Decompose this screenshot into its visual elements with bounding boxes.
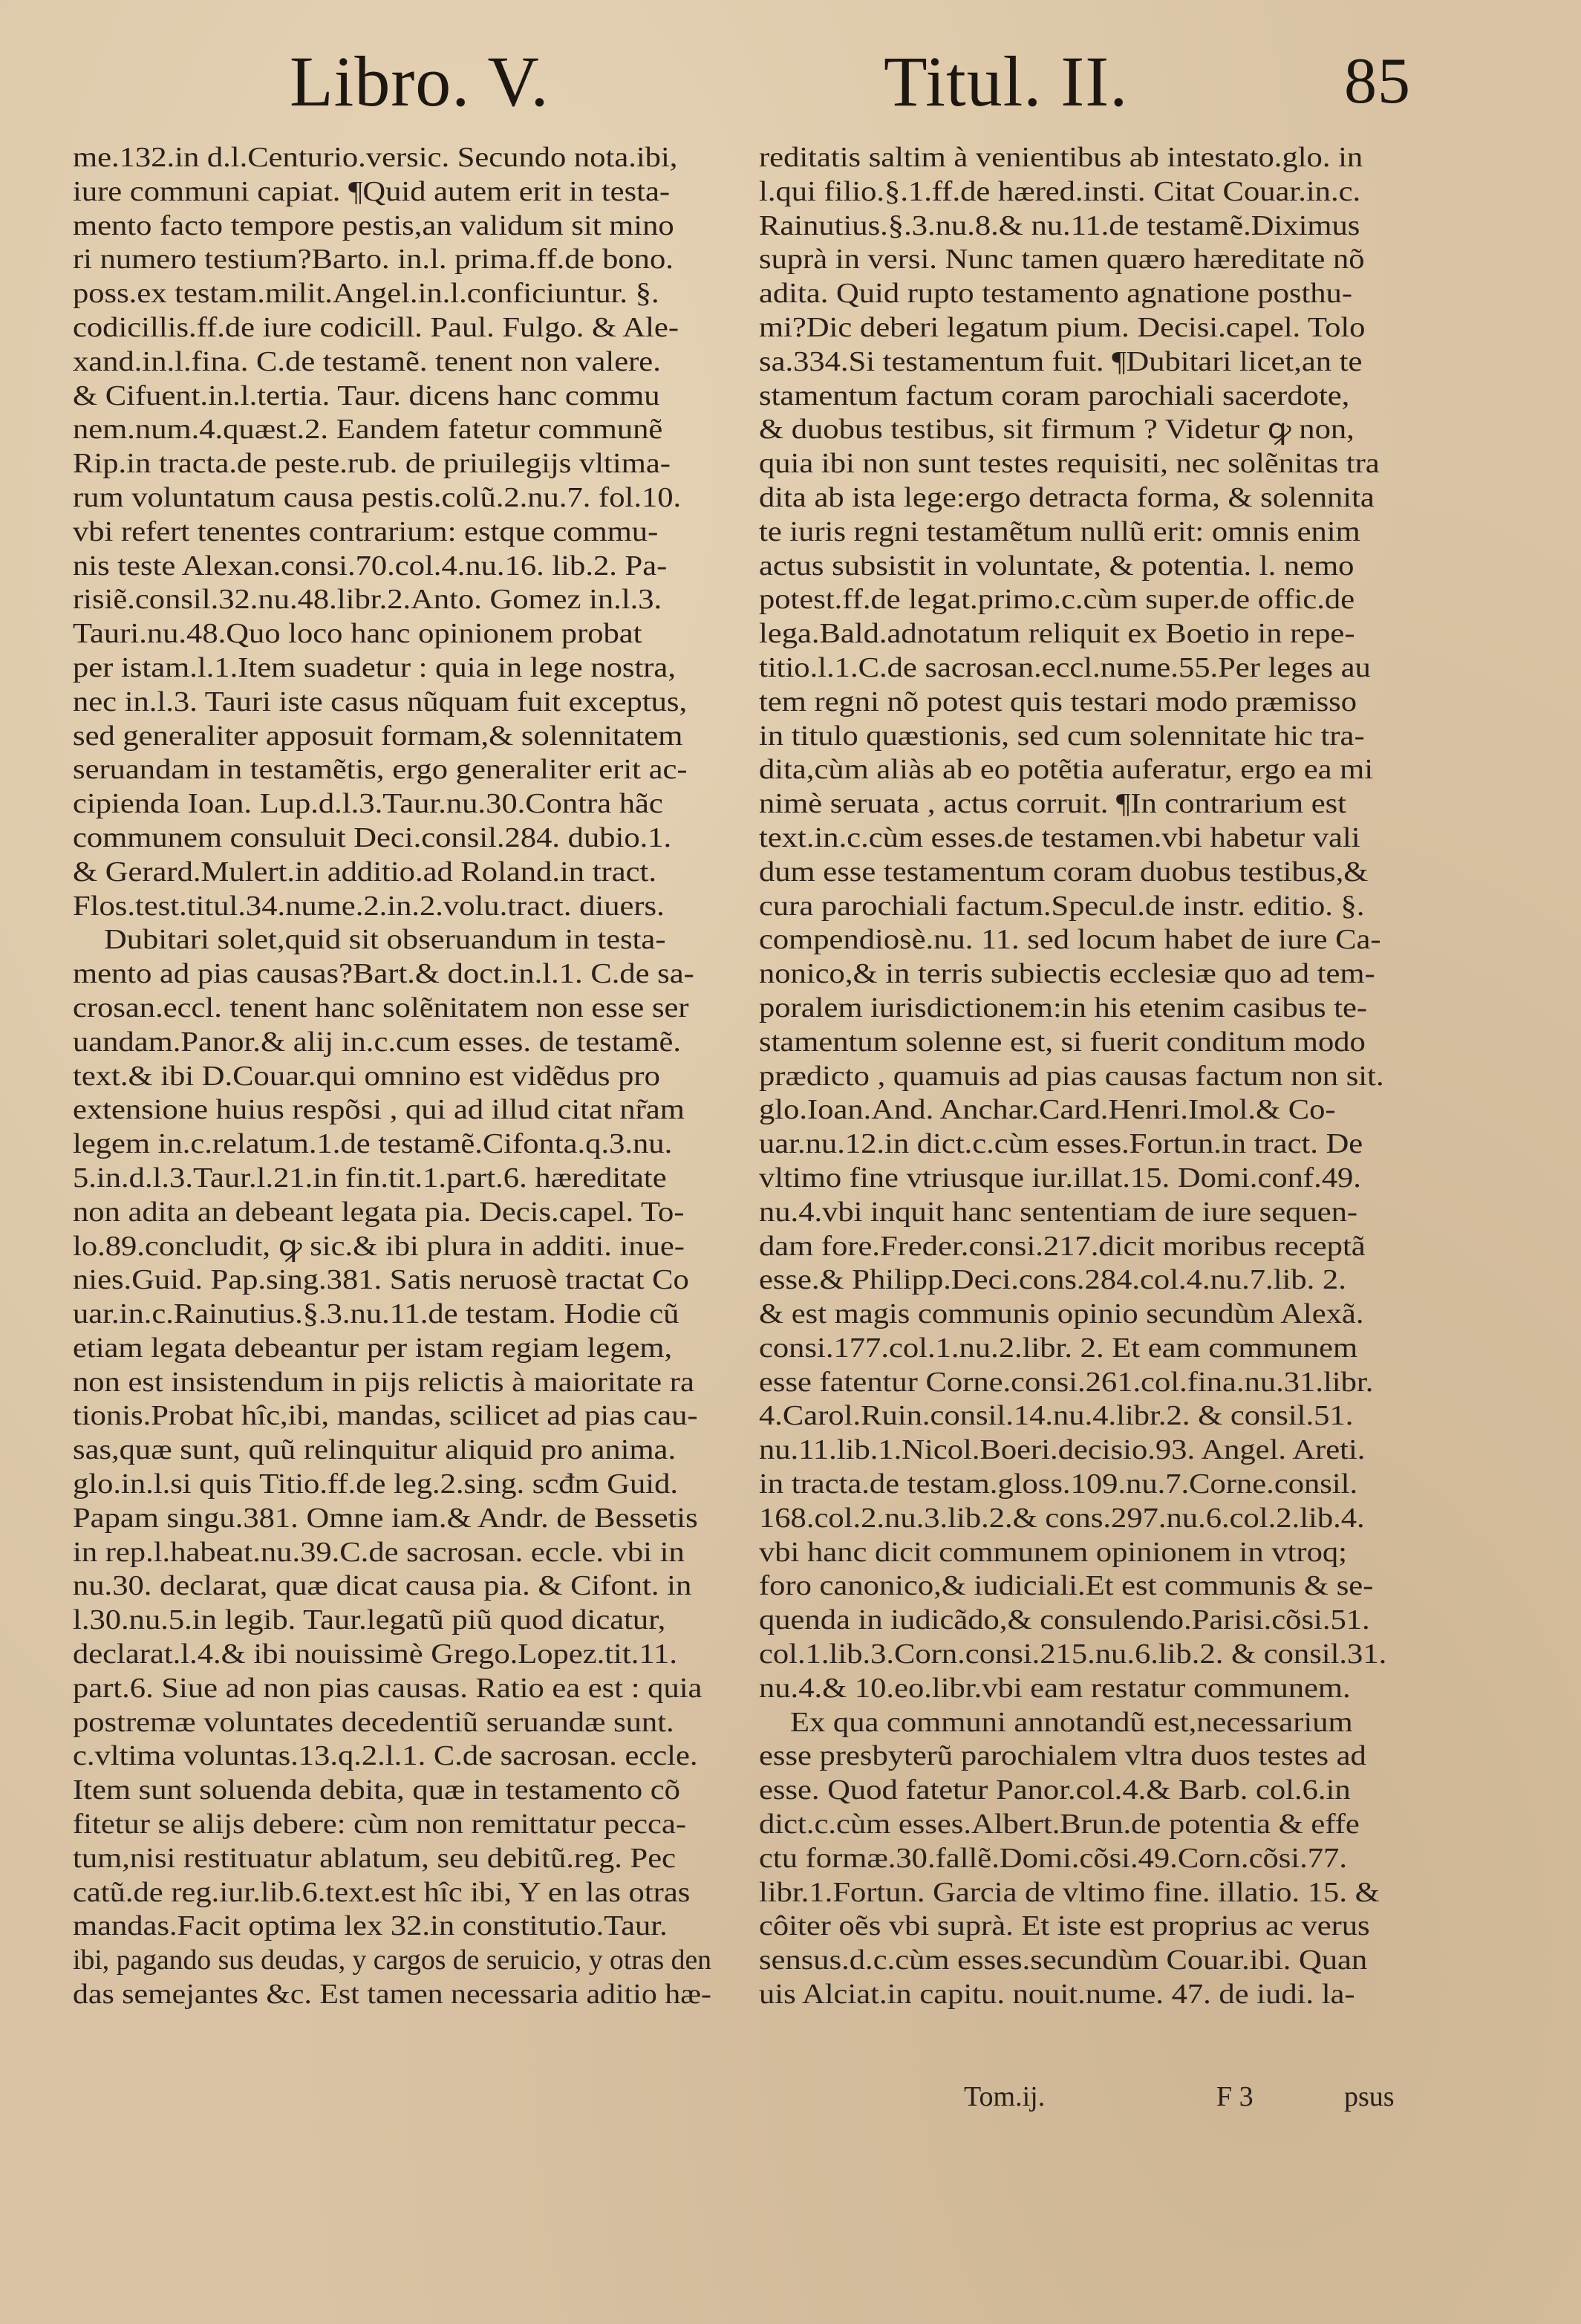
text-line: dum esse testamentum coram duobus testibus,& xyxy=(759,856,1369,888)
text-line: reditatis saltim à venientibus ab intestato.glo. in xyxy=(759,142,1363,173)
text-line: me.132.in d.l.Centurio.versic. Secundo nota.ibi, xyxy=(73,142,678,173)
text-line: libr.1.Fortun. Garcia de vltimo fine. illatio. 15. & xyxy=(759,1876,1380,1908)
text-line: legem in.c.relatum.1.de testamẽ.Cifonta.q.3.nu. xyxy=(73,1128,673,1160)
text-line: te iuris regni testamẽtum nullũ erit: omnis enim xyxy=(759,515,1360,547)
text-line: cura parochiali factum.Specul.de instr. editio. §. xyxy=(759,890,1365,922)
text-line: nu.30. declarat, quæ dicat causa pia. & Cifont. in xyxy=(73,1570,692,1602)
text-line: potest.ff.de legat.primo.c.cùm super.de offic.de xyxy=(759,584,1355,616)
text-line: communem consuluit Deci.consil.284. dubio.1. xyxy=(73,821,672,853)
page-number: 85 xyxy=(1344,45,1411,117)
text-line: postremæ voluntates decedentiũ seruandæ sunt. xyxy=(73,1706,674,1738)
text-line: ibi, pagando sus deudas, y cargos de seruicio, y otras den xyxy=(73,1944,711,1976)
left-text-column xyxy=(73,141,711,2012)
text-line: text.in.c.cùm esses.de testamen.vbi habetur vali xyxy=(759,821,1360,853)
text-line: esse presbyterũ parochialem vltra duos testes ad xyxy=(759,1740,1366,1772)
text-line: part.6. Siue ad non pias causas. Ratio ea est : quia xyxy=(73,1672,703,1704)
text-line: tionis.Probat hîc,ibi, mandas, scilicet ad pias cau- xyxy=(73,1400,698,1432)
text-line: mi?Dic deberi legatum pium. Decisi.capel. Tolo xyxy=(759,311,1366,343)
text-line: sa.334.Si testamentum fuit. ¶Dubitari licet,an te xyxy=(759,345,1363,377)
text-line: seruandam in testamẽtis, ergo generaliter erit ac- xyxy=(73,754,688,786)
text-line: uar.nu.12.in dict.c.cùm esses.Fortun.in tract. De xyxy=(759,1128,1363,1160)
text-line: Rainutius.§.3.nu.8.& nu.11.de testamẽ.Diximus xyxy=(759,209,1360,241)
text-line: catũ.de reg.iur.lib.6.text.est hîc ibi, Y en las otras xyxy=(73,1876,691,1908)
text-line: & Cifuent.in.l.tertia. Taur. dicens hanc commu xyxy=(73,380,660,411)
text-line: crosan.eccl. tenent hanc solẽnitatem non esse ser xyxy=(73,992,689,1023)
text-line: nimè seruata , actus corruit. ¶In contrarium est xyxy=(759,788,1346,820)
text-line: poralem iurisdictionem:in his etenim casibus te- xyxy=(759,992,1368,1023)
text-line: mento ad pias causas?Bart.& doct.in.l.1. C.de sa- xyxy=(73,958,694,990)
text-line: sensus.d.c.cùm esses.secundùm Couar.ibi. Quan xyxy=(759,1944,1368,1976)
text-line: Rip.in tracta.de peste.rub. de priuilegijs vltima- xyxy=(73,448,671,480)
text-line: iure communi capiat. ¶Quid autem erit in testa- xyxy=(73,175,671,207)
text-line: titio.l.1.C.de sacrosan.eccl.nume.55.Per leges au xyxy=(759,651,1371,683)
text-line: col.1.lib.3.Corn.consi.215.nu.6.lib.2. & consil.31. xyxy=(759,1638,1387,1670)
text-line: non est insistendum in pijs relictis à maioritate ra xyxy=(73,1366,694,1398)
text-line: glo.in.l.si quis Titio.ff.de leg.2.sing. scđm Guid. xyxy=(73,1468,679,1500)
text-line: compendiosè.nu. 11. sed locum habet de iure Ca- xyxy=(759,924,1381,956)
text-line: l.qui filio.§.1.ff.de hæred.insti. Citat Couar.in.c. xyxy=(759,175,1361,207)
text-line: tem regni nõ potest quis testari modo præmisso xyxy=(759,686,1357,717)
catchword: psus xyxy=(1344,2081,1395,2112)
text-line: uandam.Panor.& alij in.c.cum esses. de testamẽ. xyxy=(73,1026,682,1058)
volume-mark: Tom.ij. xyxy=(964,2081,1046,2112)
text-line: consi.177.col.1.nu.2.libr. 2. Et eam communem xyxy=(759,1332,1358,1364)
text-line: Dubitari solet,quid sit obseruandum in testa- xyxy=(104,924,666,956)
text-line: mento facto tempore pestis,an validum sit mino xyxy=(73,209,674,241)
text-line: risiẽ.consil.32.nu.48.libr.2.Anto. Gomez in.l.3. xyxy=(73,584,662,616)
text-line: glo.Ioan.And. Anchar.Card.Henri.Imol.& Co- xyxy=(759,1094,1336,1126)
text-line: uis Alciat.in capitu. nouit.nume. 47. de iudi. la- xyxy=(759,1979,1355,2011)
text-line: dam fore.Freder.consi.217.dicit moribus receptã xyxy=(759,1230,1366,1262)
text-line: & duobus testibus, sit firmum ? Videtur ꝙ non, xyxy=(759,414,1355,446)
text-line: sas,quæ sunt, quũ relinquitur aliquid pro anima. xyxy=(73,1434,677,1466)
text-line: c.vltima voluntas.13.q.2.l.1. C.de sacrosan. eccle. xyxy=(73,1740,698,1772)
text-line: xand.in.l.fina. C.de testamẽ. tenent non valere. xyxy=(73,345,661,377)
text-line: Ex qua communi annotandũ est,necessarium xyxy=(790,1706,1353,1738)
text-line: nonico,& in terris subiectis ecclesiæ quo ad tem- xyxy=(759,958,1375,990)
text-line: lega.Bald.adnotatum reliquit ex Boetio in repe- xyxy=(759,618,1355,650)
text-line: mandas.Facit optima lex 32.in constitutio.Taur. xyxy=(73,1910,668,1942)
text-line: codicillis.ff.de iure codicill. Paul. Fulgo. & Ale- xyxy=(73,311,679,343)
text-line: nies.Guid. Pap.sing.381. Satis neruosè tractat Co xyxy=(73,1264,689,1296)
text-line: in tracta.de testam.gloss.109.nu.7.Corne.consil. xyxy=(759,1468,1358,1500)
text-line: etiam legata debeantur per istam regiam legem, xyxy=(73,1332,673,1364)
text-line: adita. Quid rupto testamento agnatione posthu- xyxy=(759,278,1352,310)
text-line: & Gerard.Mulert.in additio.ad Roland.in tract. xyxy=(73,856,656,888)
text-line: esse. Quod fatetur Panor.col.4.& Barb. col.6.in xyxy=(759,1774,1351,1806)
right-text-column xyxy=(759,141,1412,2012)
text-line: cipienda Ioan. Lup.d.l.3.Taur.nu.30.Contra hãc xyxy=(73,788,663,820)
header-book: Libro. V. xyxy=(290,42,550,121)
text-line: das semejantes &c. Est tamen necessaria aditio hæ- xyxy=(73,1979,711,2011)
text-line: vbi hanc dicit communem opinionem in vtroq; xyxy=(759,1536,1347,1568)
text-line: quia ibi non sunt testes requisiti, nec solẽnitas tra xyxy=(759,448,1380,480)
text-line: esse fatentur Corne.consi.261.col.fina.nu.31.libr. xyxy=(759,1366,1374,1398)
header-title: Titul. II. xyxy=(884,42,1129,121)
text-line: declarat.l.4.& ibi nouissimè Grego.Lopez.tit.11. xyxy=(73,1638,677,1670)
text-line: dita,cùm aliàs ab eo potẽtia auferatur, ergo ea mi xyxy=(759,754,1374,786)
text-line: tum,nisi restituatur ablatum, seu debitũ.reg. Pec xyxy=(73,1842,677,1874)
text-line: nu.11.lib.1.Nicol.Boeri.decisio.93. Angel. Areti. xyxy=(759,1434,1366,1466)
text-line: 168.col.2.nu.3.lib.2.& cons.297.nu.6.col.2.lib.4. xyxy=(759,1502,1365,1534)
text-line: 5.in.d.l.3.Taur.l.21.in fin.tit.1.part.6. hæreditate xyxy=(73,1162,667,1194)
text-line: ctu formæ.30.fallẽ.Domi.cõsi.49.Corn.cõsi.77. xyxy=(759,1842,1347,1874)
text-line: lo.89.concludit, ꝙ sic.& ibi plura in additi. inue- xyxy=(73,1230,685,1262)
text-line: fitetur se alijs debere: cùm non remittatur pecca- xyxy=(73,1809,687,1840)
text-line: sed generaliter apposuit formam,& solennitatem xyxy=(73,720,683,752)
text-line: nem.num.4.quæst.2. Eandem fatetur communẽ xyxy=(73,414,663,446)
text-line: Tauri.nu.48.Quo loco hanc opinionem probat xyxy=(73,618,642,650)
text-line: poss.ex testam.milit.Angel.in.l.conficiuntur. §. xyxy=(73,278,659,310)
text-line: côiter oẽs vbi suprà. Et iste est proprius ac verus xyxy=(759,1910,1370,1942)
text-line: extensione huius respõsi , qui ad illud citat nr̃am xyxy=(73,1094,685,1126)
page-footer xyxy=(759,2080,1412,2117)
text-line: foro canonico,& iudiciali.Et est communis & se- xyxy=(759,1570,1374,1602)
text-line: quenda in iudicãdo,& consulendo.Parisi.cõsi.51. xyxy=(759,1604,1370,1636)
text-line: nis teste Alexan.consi.70.col.4.nu.16. lib.2. Pa- xyxy=(73,550,668,582)
text-line: suprà in versi. Nunc tamen quæro hæreditate nõ xyxy=(759,244,1365,276)
text-line: non adita an debeant legata pia. Decis.capel. To- xyxy=(73,1196,685,1228)
text-line: text.& ibi D.Couar.qui omnino est vidẽdus pro xyxy=(73,1060,660,1092)
text-line: dict.c.cùm esses.Albert.Brun.de potentia & effe xyxy=(759,1809,1360,1840)
text-line: vltimo fine vtriusque iur.illat.15. Domi.conf.49. xyxy=(759,1162,1361,1194)
text-line: vbi refert tenentes contrarium: estque commu- xyxy=(73,515,659,547)
text-line: rum voluntatum causa pestis.colũ.2.nu.7. fol.10. xyxy=(73,481,682,513)
text-line: nu.4.vbi inquit hanc sententiam de iure sequen- xyxy=(759,1196,1358,1228)
running-header xyxy=(67,37,1418,126)
text-line: Item sunt soluenda debita, quæ in testamento cõ xyxy=(73,1774,680,1806)
text-line: 4.Carol.Ruin.consil.14.nu.4.libr.2. & consil.51. xyxy=(759,1400,1354,1432)
text-line: per istam.l.1.Item suadetur : quia in lege nostra, xyxy=(73,651,676,683)
signature-mark: F 3 xyxy=(1216,2081,1254,2112)
text-line: l.30.nu.5.in legib. Taur.legatũ piũ quod dicatur, xyxy=(73,1604,666,1636)
text-line: ri numero testium?Barto. in.l. prima.ff.de bono. xyxy=(73,244,674,276)
text-line: nec in.l.3. Tauri iste casus nũquam fuit exceptus, xyxy=(73,686,688,717)
text-line: dita ab ista lege:ergo detracta forma, & solennita xyxy=(759,481,1375,513)
text-line: uar.in.c.Rainutius.§.3.nu.11.de testam. Hodie cũ xyxy=(73,1298,679,1330)
text-line: prædicto , quamuis ad pias causas factum non sit. xyxy=(759,1060,1384,1092)
text-line: esse.& Philipp.Deci.cons.284.col.4.nu.7.lib. 2. xyxy=(759,1264,1346,1296)
text-line: & est magis communis opinio secundùm Alexã. xyxy=(759,1298,1364,1330)
text-line: nu.4.& 10.eo.libr.vbi eam restatur communem. xyxy=(759,1672,1351,1704)
text-line: Papam singu.381. Omne iam.& Andr. de Bessetis xyxy=(73,1502,698,1534)
text-line: actus subsistit in voluntate, & potentia. l. nemo xyxy=(759,550,1355,582)
text-line: stamentum factum coram parochiali sacerdote, xyxy=(759,380,1350,411)
text-line: in titulo quæstionis, sed cum solennitate hic tra- xyxy=(759,720,1365,752)
text-line: stamentum solenne est, si fuerit conditum modo xyxy=(759,1026,1366,1058)
text-line: in rep.l.habeat.nu.39.C.de sacrosan. eccle. vbi in xyxy=(73,1536,685,1568)
text-line: Flos.test.titul.34.nume.2.in.2.volu.tract. diuers. xyxy=(73,890,665,922)
